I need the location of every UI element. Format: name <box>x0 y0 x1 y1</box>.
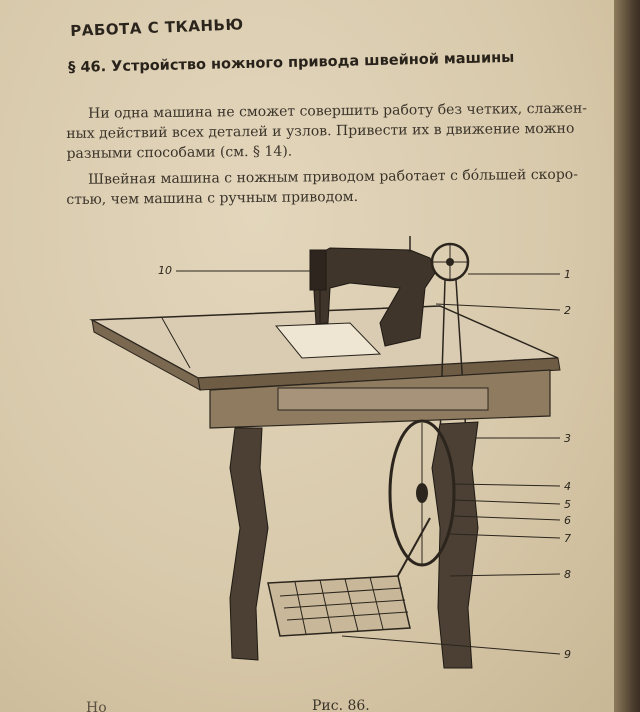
callout-7: 7 <box>564 532 571 545</box>
chapter-header: РАБОТА С ТКАНЬЮ <box>70 15 244 40</box>
callout-3: 3 <box>564 432 571 445</box>
callout-2: 2 <box>564 304 571 317</box>
right-leg-frame <box>432 422 478 668</box>
callout-9: 9 <box>564 648 571 661</box>
paragraph-2-line-1: Швейная машина с ножным приводом работает с бо́льшей скоро- <box>88 166 579 188</box>
page-edge-shadow <box>614 0 640 712</box>
left-leg-frame <box>230 428 268 660</box>
figure-caption: Рис. 86. <box>312 698 370 712</box>
machine-needle-bar <box>310 250 326 290</box>
paragraph-1-line-3: разными способами (см. § 14). <box>66 143 293 162</box>
paragraph-1-line-2: ных действий всех деталей и узлов. Привести их в движение можно <box>66 120 575 142</box>
callout-4: 4 <box>564 480 571 493</box>
callout-6: 6 <box>564 514 571 527</box>
callout-8: 8 <box>564 568 571 581</box>
drawer <box>278 388 488 410</box>
paragraph-1 <box>66 99 588 164</box>
callout-10: 10 <box>158 264 172 277</box>
paragraph-2-line-2: стью, чем машина с ручным приводом. <box>66 188 359 208</box>
section-title: § 46. Устройство ножного привода швейной машины <box>68 49 515 76</box>
paragraph-1-line-1: Ни одна машина не сможет совершить работу без четких, слажен- <box>88 100 588 122</box>
callout-1: 1 <box>564 268 571 281</box>
callout-5: 5 <box>564 498 571 511</box>
sewing-machine-illustration <box>80 228 600 693</box>
treadle <box>268 576 410 636</box>
paragraph-2 <box>66 165 578 210</box>
cut-off-text-fragment: Но <box>86 700 107 712</box>
